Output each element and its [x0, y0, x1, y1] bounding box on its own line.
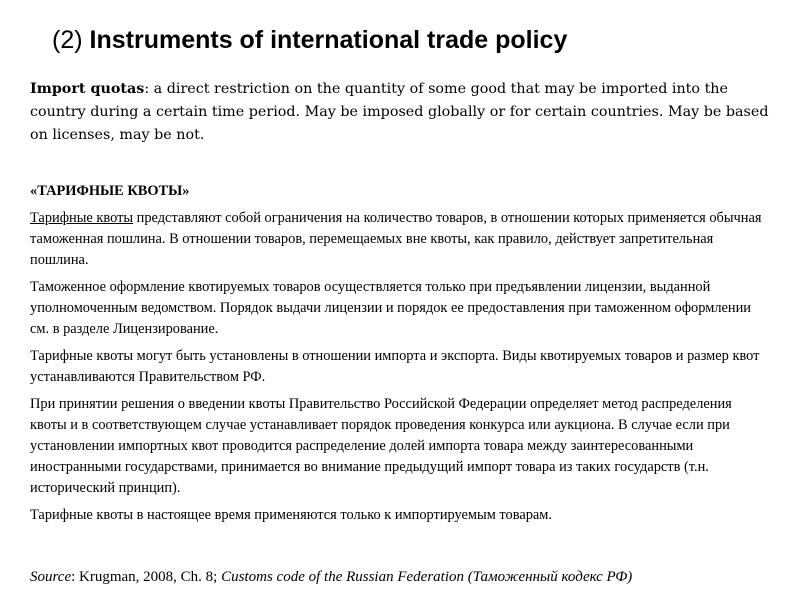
- title-text: Instruments of international trade policy: [89, 26, 568, 54]
- title-number: (2): [52, 26, 83, 54]
- tariff-quotas-heading: «ТАРИФНЫЕ КВОТЫ»: [30, 183, 190, 199]
- tariff-quotas-term: Тарифные квоты: [30, 210, 134, 226]
- tariff-quotas-paragraph-1: [30, 208, 770, 271]
- tariff-quotas-paragraph-3: Тарифные квоты могут быть установлены в отношении импорта и экспорта. Виды квотируемых товаров и размер квот устанавливаются Правительством РФ.: [30, 348, 760, 385]
- tariff-quotas-paragraph-4: При принятии решения о введении квоты Правительство Российской Федерации определяет метод распределения квоты и в соответствующем случае устанавливает порядок проведения конкурса или аукциона. В случае если при установлении импортных квот проводится распределение долей импорта товара между заинтересованными иностранными государствами, принимается во внимание предыдущий импорт товара из таких государств (т.н. исторический принцип).: [30, 396, 732, 496]
- paragraph-1-text: представляют собой ограничения на количество товаров, в отношении которых применяется обычная таможенная пошлина. В отношении товаров, перемещаемых вне квоты, как правило, действует запретительная пошлина.: [30, 210, 762, 268]
- tariff-quotas-paragraph-5: Тарифные квоты в настоящее время применяются только к импортируемым товарам.: [30, 507, 552, 523]
- tariff-quotas-section: [30, 181, 770, 532]
- source-text: : Krugman, 2008, Ch. 8;: [71, 569, 222, 585]
- source-book: Customs code of the Russian Federation (Таможенный кодекс РФ): [221, 569, 633, 585]
- source-label: Source: [30, 569, 72, 585]
- source-citation: [30, 566, 780, 588]
- slide-title: [52, 26, 567, 55]
- tariff-quotas-paragraph-2: Таможенное оформление квотируемых товаров осуществляется только при предъявлении лицензии, выданной уполномоченным ведомством. Порядок выдачи лицензии и порядок ее предоставления при таможенном оформлении см. в разделе Лицензирование.: [30, 279, 752, 337]
- import-quotas-definition: [30, 78, 770, 147]
- import-quotas-term: Import quotas: [30, 81, 145, 97]
- import-quotas-text: : a direct restriction on the quantity of some good that may be imported into the country during a certain time period. May be imposed globally or for certain countries. May be based on licenses, may be not.: [30, 81, 769, 143]
